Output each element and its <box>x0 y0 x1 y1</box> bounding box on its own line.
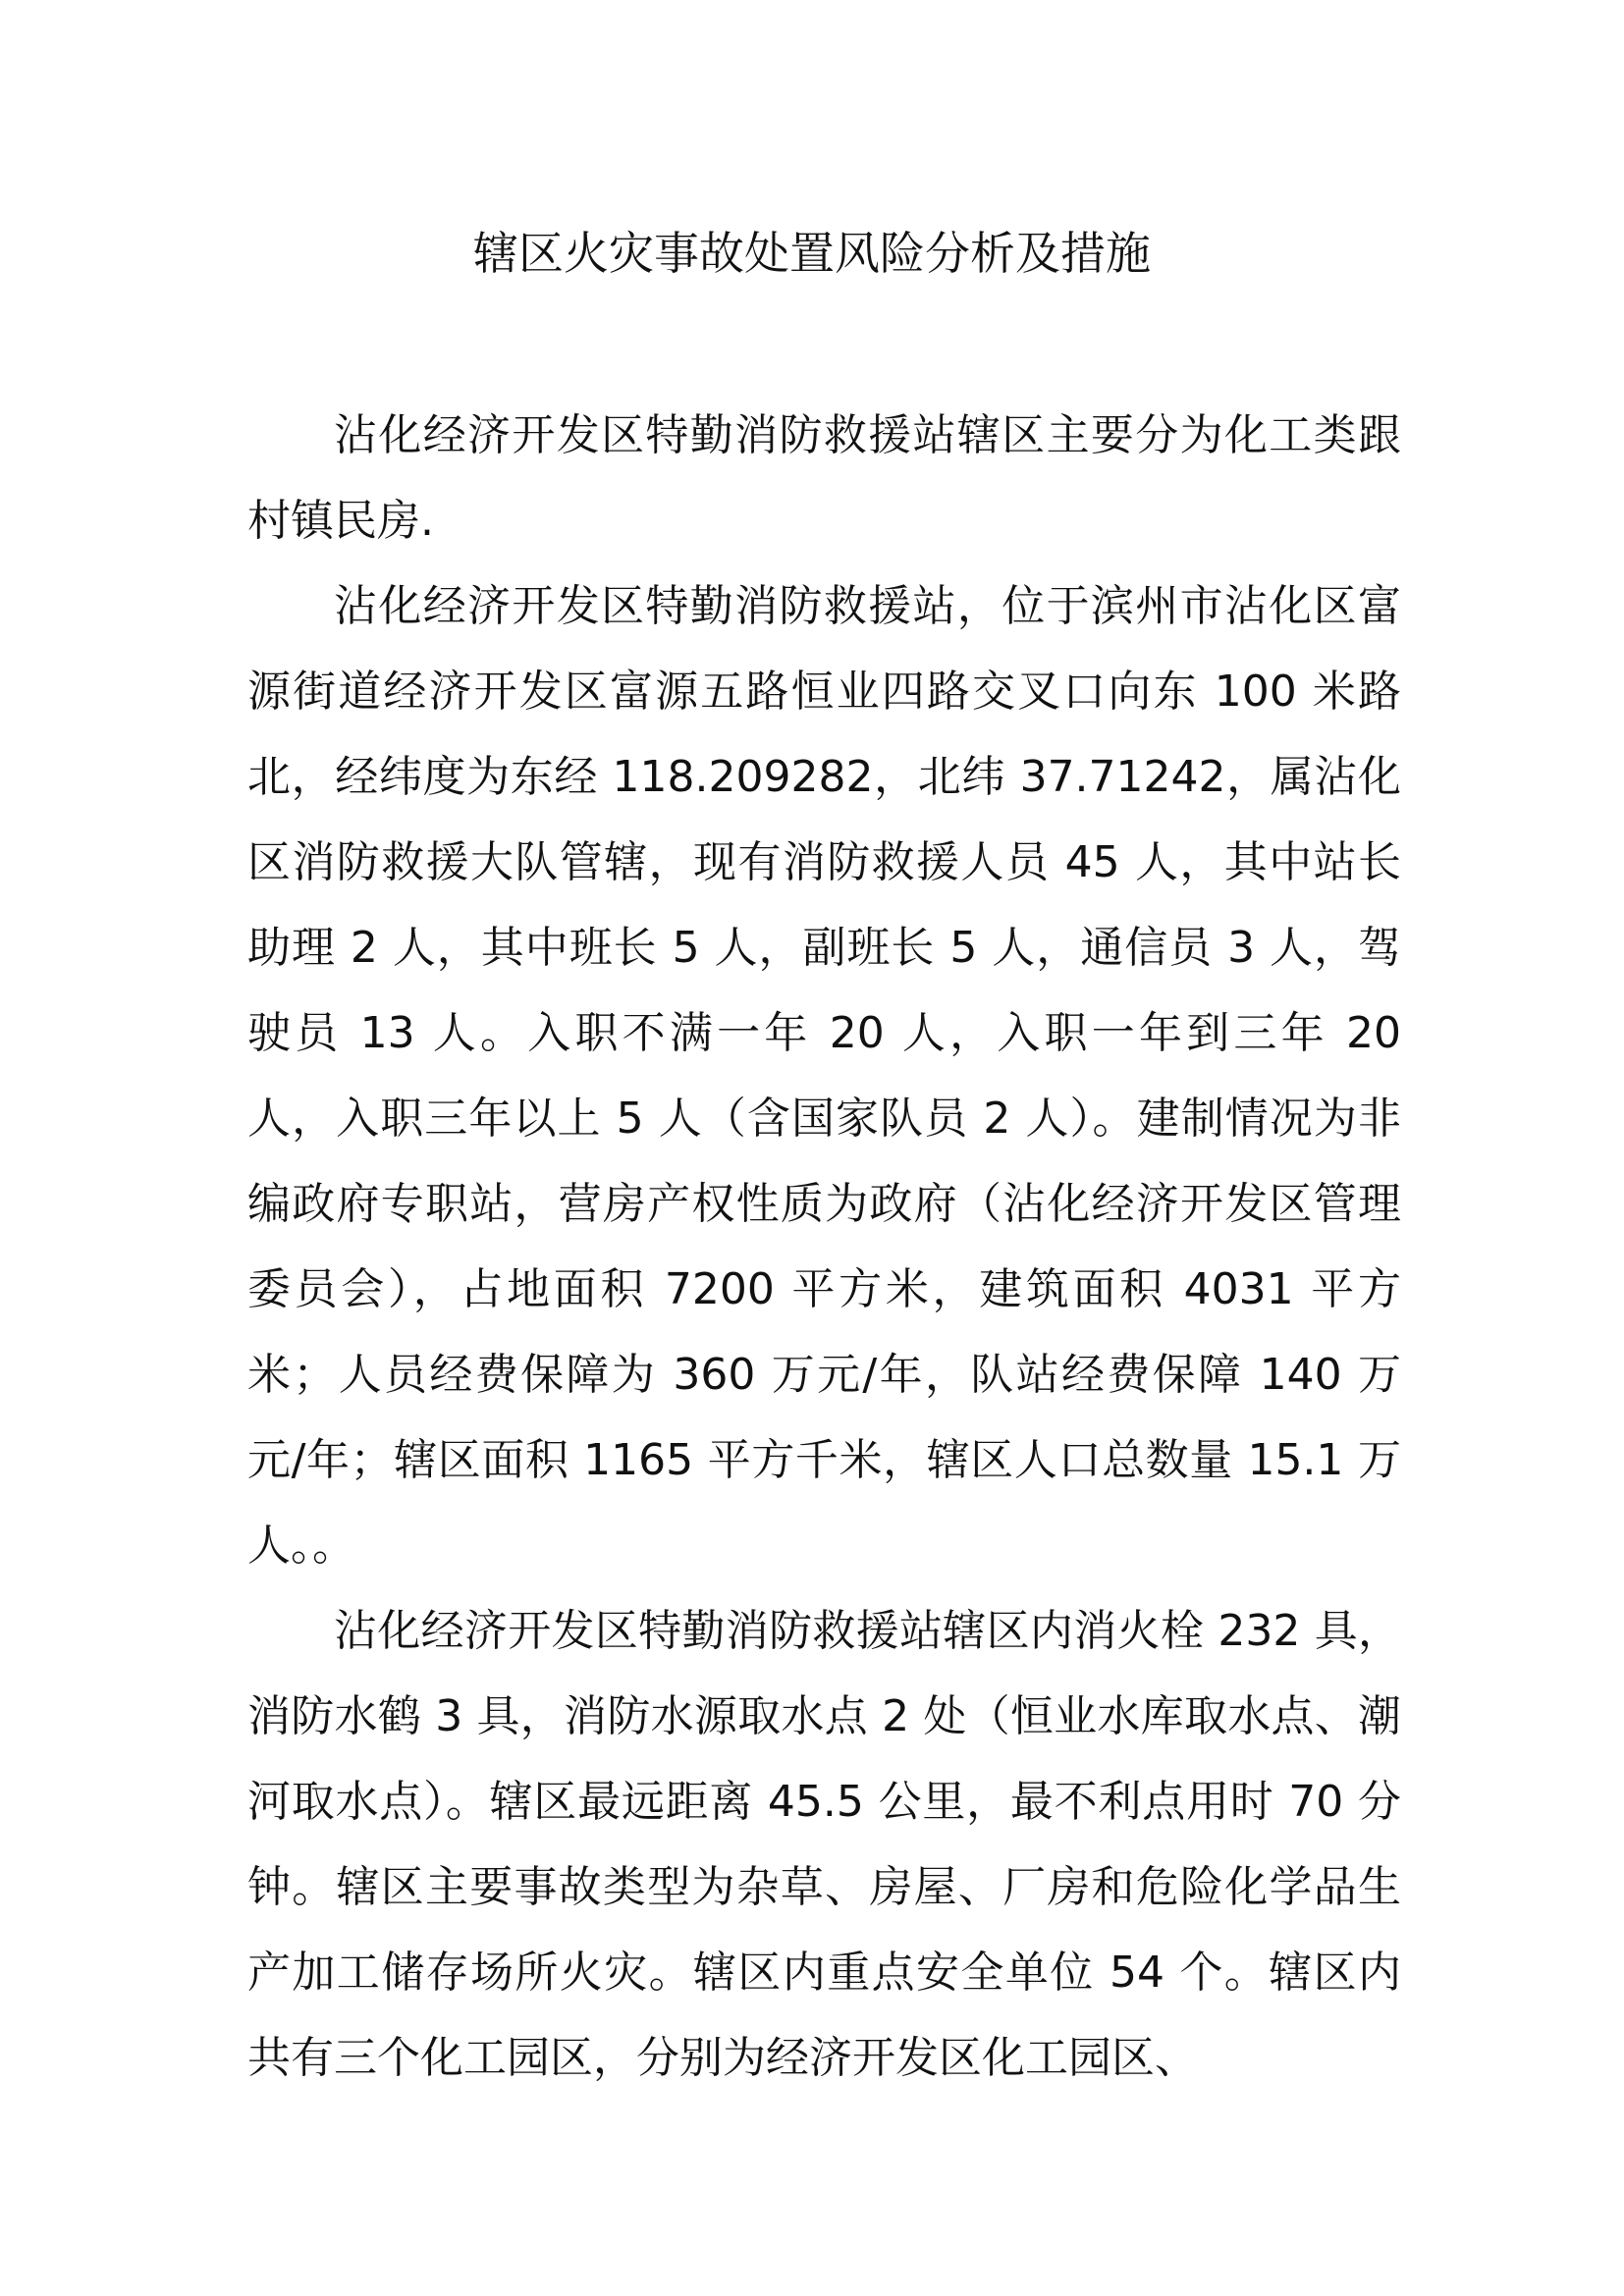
paragraph-water-sources: 沾化经济开发区特勤消防救援站辖区内消火栓 232 具，消防水鹤 3 具，消防水源取水点 2 处（恒业水库取水点、潮河取水点）。辖区最远距离 45.5 公里，最不利点用时 70 分钟。辖区主要事故类型为杂草、房屋、厂房和危险化学品生产加工储存场所火灾。辖区内重点安全单位 54 个。辖区内共有三个化工园区，分别为经济开发区化工园区、 <box>247 1606 1401 2083</box>
document-title: 辖区火灾事故处置风险分析及措施 <box>473 227 1151 280</box>
document-body <box>247 393 1401 2101</box>
paragraph-station-info: 沾化经济开发区特勤消防救援站，位于滨州市沾化区富源街道经济开发区富源五路恒业四路交叉口向东 100 米路北，经纬度为东经 118.209282，北纬 37.71242，属沾化区消防救援大队管辖，现有消防救援人员 45 人，其中站长助理 2 人，其中班长 5 人，副班长 5 人，通信员 3 人，驾驶员 13 人。入职不满一年 20 人，入职一年到三年 20 人，入职三年以上 5 人（含国家队员 2 人）。建制情况为非编政府专职站，营房产权性质为政府（沾化经济开发区管理委员会），占地面积 7200 平方米，建筑面积 4031 平方米；人员经费保障为 360 万元/年，队站经费保障 140 万元/年；辖区面积 1165 平方千米，辖区人口总数量 15.1 万人。。 <box>247 581 1401 1571</box>
paragraph-overview: 沾化经济开发区特勤消防救援站辖区主要分为化工类跟村镇民房. <box>247 410 1401 546</box>
